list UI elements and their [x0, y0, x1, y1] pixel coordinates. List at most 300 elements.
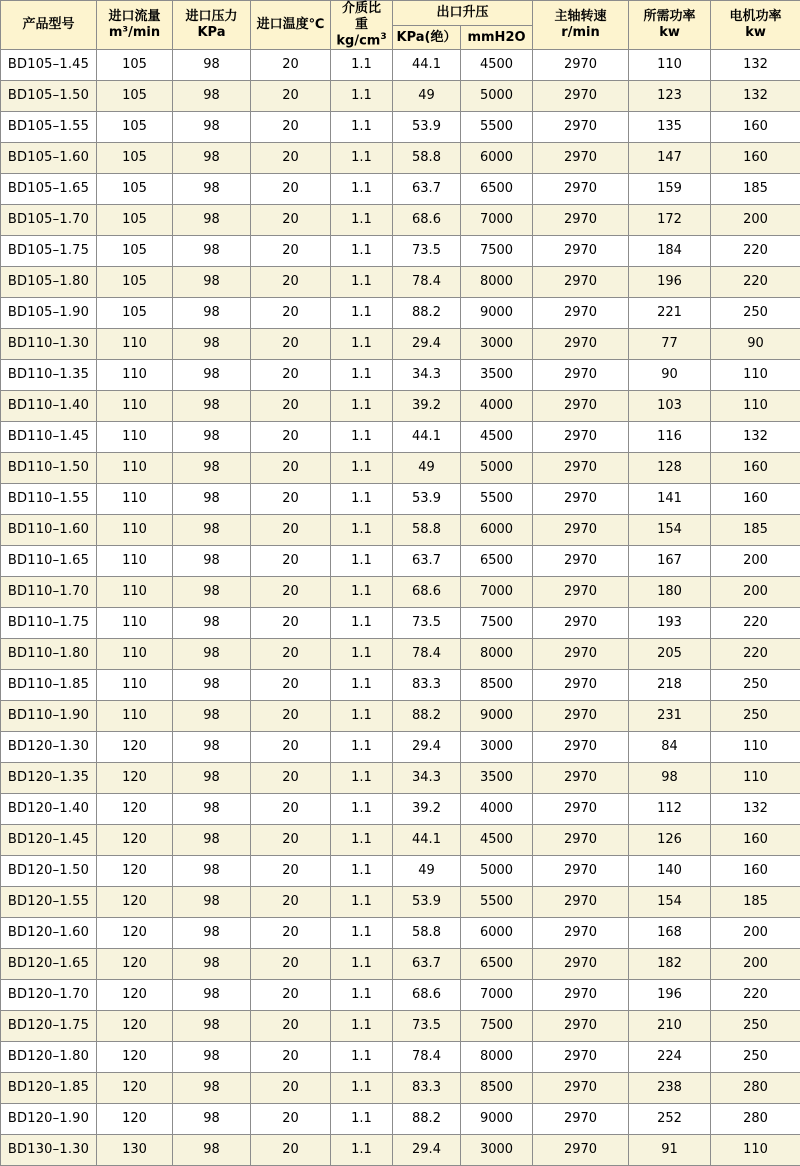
- header-shaft-speed-unit: r/min: [533, 25, 628, 41]
- cell-inlet-temperature: 20: [251, 1073, 331, 1104]
- cell-inlet-pressure: 98: [173, 577, 251, 608]
- cell-outlet-kpa: 83.3: [393, 1073, 461, 1104]
- cell-inlet-pressure: 98: [173, 50, 251, 81]
- cell-motor-power: 280: [711, 1104, 800, 1135]
- cell-required-power: 167: [629, 546, 711, 577]
- cell-inlet-flow: 110: [97, 360, 173, 391]
- cell-required-power: 159: [629, 174, 711, 205]
- cell-inlet-temperature: 20: [251, 918, 331, 949]
- header-required-power: [629, 1, 711, 50]
- cell-outlet-kpa: 78.4: [393, 267, 461, 298]
- cell-outlet-kpa: 73.5: [393, 608, 461, 639]
- cell-outlet-mmh2o: 5500: [461, 112, 533, 143]
- cell-required-power: 224: [629, 1042, 711, 1073]
- cell-motor-power: 250: [711, 298, 800, 329]
- cell-model: BD110–1.50: [1, 453, 97, 484]
- cell-medium-ratio: 1.1: [331, 236, 393, 267]
- cell-medium-ratio: 1.1: [331, 360, 393, 391]
- table-row: [1, 794, 800, 825]
- cell-inlet-flow: 120: [97, 856, 173, 887]
- cell-medium-ratio: 1.1: [331, 453, 393, 484]
- cell-outlet-mmh2o: 9000: [461, 701, 533, 732]
- cell-model: BD110–1.90: [1, 701, 97, 732]
- header-row-primary: [1, 1, 800, 26]
- table-row: [1, 856, 800, 887]
- table-row: [1, 267, 800, 298]
- cell-inlet-temperature: 20: [251, 1104, 331, 1135]
- cell-outlet-mmh2o: 4000: [461, 391, 533, 422]
- cell-inlet-pressure: 98: [173, 887, 251, 918]
- cell-inlet-pressure: 98: [173, 453, 251, 484]
- cell-inlet-temperature: 20: [251, 50, 331, 81]
- header-shaft-speed: [533, 1, 629, 50]
- cell-medium-ratio: 1.1: [331, 608, 393, 639]
- cell-inlet-flow: 110: [97, 701, 173, 732]
- cell-outlet-kpa: 53.9: [393, 484, 461, 515]
- cell-inlet-temperature: 20: [251, 670, 331, 701]
- cell-outlet-mmh2o: 5500: [461, 887, 533, 918]
- cell-outlet-kpa: 49: [393, 453, 461, 484]
- cell-outlet-mmh2o: 6000: [461, 143, 533, 174]
- cell-inlet-temperature: 20: [251, 1042, 331, 1073]
- cell-outlet-kpa: 53.9: [393, 887, 461, 918]
- cell-medium-ratio: 1.1: [331, 112, 393, 143]
- cell-shaft-speed: 2970: [533, 267, 629, 298]
- cell-inlet-pressure: 98: [173, 298, 251, 329]
- cell-shaft-speed: 2970: [533, 81, 629, 112]
- cell-outlet-mmh2o: 7500: [461, 608, 533, 639]
- cell-required-power: 110: [629, 50, 711, 81]
- cell-inlet-temperature: 20: [251, 329, 331, 360]
- cell-outlet-kpa: 34.3: [393, 360, 461, 391]
- cell-inlet-flow: 105: [97, 298, 173, 329]
- cell-inlet-flow: 110: [97, 484, 173, 515]
- cell-medium-ratio: 1.1: [331, 143, 393, 174]
- table-row: [1, 577, 800, 608]
- cell-shaft-speed: 2970: [533, 236, 629, 267]
- cell-model: BD105–1.90: [1, 298, 97, 329]
- cell-inlet-temperature: 20: [251, 887, 331, 918]
- cell-motor-power: 160: [711, 484, 800, 515]
- cell-motor-power: 160: [711, 112, 800, 143]
- cell-shaft-speed: 2970: [533, 1135, 629, 1166]
- table-row: [1, 1011, 800, 1042]
- cell-shaft-speed: 2970: [533, 391, 629, 422]
- cell-inlet-temperature: 20: [251, 81, 331, 112]
- table-row: [1, 1073, 800, 1104]
- cell-inlet-temperature: 20: [251, 763, 331, 794]
- cell-motor-power: 132: [711, 81, 800, 112]
- cell-medium-ratio: 1.1: [331, 1073, 393, 1104]
- cell-required-power: 128: [629, 453, 711, 484]
- cell-model: BD110–1.75: [1, 608, 97, 639]
- cell-inlet-pressure: 98: [173, 732, 251, 763]
- header-motor-power: [711, 1, 800, 50]
- cell-outlet-kpa: 63.7: [393, 546, 461, 577]
- cell-motor-power: 110: [711, 732, 800, 763]
- cell-inlet-pressure: 98: [173, 484, 251, 515]
- cell-model: BD105–1.65: [1, 174, 97, 205]
- cell-motor-power: 200: [711, 949, 800, 980]
- cell-model: BD120–1.65: [1, 949, 97, 980]
- cell-shaft-speed: 2970: [533, 577, 629, 608]
- cell-outlet-mmh2o: 7000: [461, 205, 533, 236]
- cell-inlet-flow: 105: [97, 112, 173, 143]
- cell-outlet-kpa: 68.6: [393, 205, 461, 236]
- cell-motor-power: 250: [711, 1011, 800, 1042]
- cell-model: BD105–1.70: [1, 205, 97, 236]
- table-row: [1, 670, 800, 701]
- cell-inlet-pressure: 98: [173, 608, 251, 639]
- table-row: [1, 639, 800, 670]
- cell-inlet-temperature: 20: [251, 639, 331, 670]
- table-row: [1, 1104, 800, 1135]
- cell-inlet-pressure: 98: [173, 980, 251, 1011]
- cell-motor-power: 200: [711, 918, 800, 949]
- cell-inlet-flow: 110: [97, 670, 173, 701]
- cell-medium-ratio: 1.1: [331, 50, 393, 81]
- table-header: [1, 1, 800, 50]
- cell-inlet-pressure: 98: [173, 701, 251, 732]
- cell-required-power: 196: [629, 980, 711, 1011]
- cell-medium-ratio: 1.1: [331, 205, 393, 236]
- cell-medium-ratio: 1.1: [331, 267, 393, 298]
- cell-inlet-temperature: 20: [251, 856, 331, 887]
- cell-inlet-pressure: 98: [173, 329, 251, 360]
- cell-inlet-pressure: 98: [173, 205, 251, 236]
- header-medium-ratio-unit-text: 重kg/cm: [336, 17, 380, 49]
- header-model: 产品型号: [1, 1, 97, 50]
- cell-inlet-pressure: 98: [173, 546, 251, 577]
- cell-motor-power: 200: [711, 577, 800, 608]
- cell-motor-power: 160: [711, 825, 800, 856]
- table-row: [1, 174, 800, 205]
- cell-required-power: 231: [629, 701, 711, 732]
- cell-outlet-mmh2o: 9000: [461, 298, 533, 329]
- cell-outlet-mmh2o: 8000: [461, 1042, 533, 1073]
- cell-model: BD110–1.65: [1, 546, 97, 577]
- cell-inlet-temperature: 20: [251, 980, 331, 1011]
- table-row: [1, 143, 800, 174]
- cell-medium-ratio: 1.1: [331, 639, 393, 670]
- header-motor-power-label: 电机功率: [711, 9, 800, 25]
- cell-motor-power: 220: [711, 980, 800, 1011]
- header-medium-ratio: [331, 1, 393, 50]
- cell-required-power: 90: [629, 360, 711, 391]
- cell-medium-ratio: 1.1: [331, 298, 393, 329]
- header-inlet-flow: [97, 1, 173, 50]
- header-medium-ratio-unit-sup: 3: [380, 32, 386, 42]
- cell-inlet-temperature: 20: [251, 577, 331, 608]
- cell-outlet-mmh2o: 5000: [461, 856, 533, 887]
- cell-inlet-flow: 120: [97, 1104, 173, 1135]
- cell-inlet-flow: 105: [97, 205, 173, 236]
- cell-required-power: 147: [629, 143, 711, 174]
- table-row: [1, 453, 800, 484]
- cell-inlet-temperature: 20: [251, 1011, 331, 1042]
- cell-inlet-pressure: 98: [173, 236, 251, 267]
- cell-shaft-speed: 2970: [533, 825, 629, 856]
- header-shaft-speed-label: 主轴转速: [533, 9, 628, 25]
- cell-inlet-pressure: 98: [173, 391, 251, 422]
- table-row: [1, 81, 800, 112]
- cell-inlet-pressure: 98: [173, 143, 251, 174]
- cell-medium-ratio: 1.1: [331, 825, 393, 856]
- cell-inlet-flow: 105: [97, 174, 173, 205]
- cell-medium-ratio: 1.1: [331, 546, 393, 577]
- table-row: [1, 1042, 800, 1073]
- cell-outlet-kpa: 53.9: [393, 112, 461, 143]
- cell-outlet-kpa: 68.6: [393, 980, 461, 1011]
- cell-outlet-mmh2o: 3500: [461, 763, 533, 794]
- cell-inlet-flow: 120: [97, 1073, 173, 1104]
- cell-shaft-speed: 2970: [533, 329, 629, 360]
- cell-inlet-flow: 105: [97, 81, 173, 112]
- cell-required-power: 112: [629, 794, 711, 825]
- header-medium-ratio-unit: [331, 17, 392, 50]
- cell-outlet-kpa: 44.1: [393, 422, 461, 453]
- cell-model: BD110–1.80: [1, 639, 97, 670]
- cell-required-power: 103: [629, 391, 711, 422]
- cell-inlet-flow: 120: [97, 825, 173, 856]
- cell-inlet-temperature: 20: [251, 608, 331, 639]
- cell-inlet-flow: 110: [97, 391, 173, 422]
- cell-medium-ratio: 1.1: [331, 422, 393, 453]
- header-inlet-pressure: [173, 1, 251, 50]
- table-row: [1, 422, 800, 453]
- cell-required-power: 123: [629, 81, 711, 112]
- cell-required-power: 154: [629, 515, 711, 546]
- cell-outlet-mmh2o: 6000: [461, 515, 533, 546]
- cell-inlet-pressure: 98: [173, 174, 251, 205]
- cell-model: BD120–1.30: [1, 732, 97, 763]
- cell-outlet-kpa: 49: [393, 81, 461, 112]
- table-row: [1, 360, 800, 391]
- cell-required-power: 98: [629, 763, 711, 794]
- cell-shaft-speed: 2970: [533, 112, 629, 143]
- cell-outlet-mmh2o: 6500: [461, 174, 533, 205]
- cell-outlet-kpa: 49: [393, 856, 461, 887]
- cell-required-power: 180: [629, 577, 711, 608]
- cell-medium-ratio: 1.1: [331, 484, 393, 515]
- cell-motor-power: 220: [711, 639, 800, 670]
- cell-outlet-mmh2o: 6000: [461, 918, 533, 949]
- cell-model: BD110–1.40: [1, 391, 97, 422]
- cell-inlet-flow: 105: [97, 50, 173, 81]
- cell-outlet-kpa: 78.4: [393, 1042, 461, 1073]
- cell-outlet-kpa: 58.8: [393, 918, 461, 949]
- cell-outlet-kpa: 44.1: [393, 50, 461, 81]
- cell-medium-ratio: 1.1: [331, 949, 393, 980]
- cell-required-power: 77: [629, 329, 711, 360]
- cell-inlet-pressure: 98: [173, 1011, 251, 1042]
- cell-model: BD105–1.50: [1, 81, 97, 112]
- cell-model: BD105–1.45: [1, 50, 97, 81]
- table-row: [1, 205, 800, 236]
- cell-outlet-mmh2o: 7000: [461, 980, 533, 1011]
- cell-outlet-kpa: 83.3: [393, 670, 461, 701]
- table-row: [1, 1135, 800, 1166]
- cell-outlet-kpa: 88.2: [393, 1104, 461, 1135]
- cell-outlet-mmh2o: 8000: [461, 639, 533, 670]
- cell-motor-power: 110: [711, 763, 800, 794]
- cell-motor-power: 132: [711, 794, 800, 825]
- cell-inlet-temperature: 20: [251, 422, 331, 453]
- cell-required-power: 126: [629, 825, 711, 856]
- cell-inlet-pressure: 98: [173, 1073, 251, 1104]
- cell-shaft-speed: 2970: [533, 50, 629, 81]
- cell-shaft-speed: 2970: [533, 856, 629, 887]
- cell-inlet-pressure: 98: [173, 422, 251, 453]
- cell-medium-ratio: 1.1: [331, 391, 393, 422]
- cell-required-power: 84: [629, 732, 711, 763]
- cell-inlet-temperature: 20: [251, 794, 331, 825]
- cell-shaft-speed: 2970: [533, 670, 629, 701]
- cell-outlet-mmh2o: 4500: [461, 825, 533, 856]
- cell-motor-power: 200: [711, 205, 800, 236]
- table-row: [1, 515, 800, 546]
- cell-inlet-flow: 120: [97, 918, 173, 949]
- cell-outlet-mmh2o: 6500: [461, 546, 533, 577]
- cell-motor-power: 110: [711, 360, 800, 391]
- cell-outlet-mmh2o: 7500: [461, 236, 533, 267]
- cell-model: BD120–1.60: [1, 918, 97, 949]
- cell-inlet-pressure: 98: [173, 763, 251, 794]
- cell-inlet-pressure: 98: [173, 1104, 251, 1135]
- cell-outlet-kpa: 88.2: [393, 298, 461, 329]
- cell-motor-power: 200: [711, 546, 800, 577]
- cell-outlet-kpa: 34.3: [393, 763, 461, 794]
- cell-inlet-temperature: 20: [251, 112, 331, 143]
- cell-outlet-kpa: 58.8: [393, 515, 461, 546]
- cell-required-power: 91: [629, 1135, 711, 1166]
- cell-motor-power: 90: [711, 329, 800, 360]
- cell-motor-power: 185: [711, 887, 800, 918]
- cell-motor-power: 110: [711, 391, 800, 422]
- cell-inlet-temperature: 20: [251, 732, 331, 763]
- header-inlet-pressure-label: 进口压力: [173, 9, 250, 25]
- cell-outlet-mmh2o: 3000: [461, 732, 533, 763]
- table-row: [1, 50, 800, 81]
- cell-inlet-pressure: 98: [173, 856, 251, 887]
- cell-required-power: 205: [629, 639, 711, 670]
- cell-model: BD105–1.55: [1, 112, 97, 143]
- cell-shaft-speed: 2970: [533, 732, 629, 763]
- cell-outlet-mmh2o: 4000: [461, 794, 533, 825]
- cell-shaft-speed: 2970: [533, 1042, 629, 1073]
- cell-outlet-kpa: 63.7: [393, 174, 461, 205]
- header-required-power-unit: kw: [629, 25, 710, 41]
- cell-inlet-temperature: 20: [251, 546, 331, 577]
- cell-model: BD110–1.70: [1, 577, 97, 608]
- cell-inlet-pressure: 98: [173, 1135, 251, 1166]
- cell-inlet-flow: 110: [97, 453, 173, 484]
- cell-outlet-mmh2o: 8000: [461, 267, 533, 298]
- cell-inlet-flow: 120: [97, 1011, 173, 1042]
- cell-inlet-flow: 110: [97, 546, 173, 577]
- cell-medium-ratio: 1.1: [331, 887, 393, 918]
- cell-inlet-temperature: 20: [251, 1135, 331, 1166]
- table-row: [1, 236, 800, 267]
- cell-inlet-temperature: 20: [251, 298, 331, 329]
- cell-shaft-speed: 2970: [533, 360, 629, 391]
- cell-model: BD120–1.85: [1, 1073, 97, 1104]
- cell-inlet-pressure: 98: [173, 639, 251, 670]
- cell-required-power: 193: [629, 608, 711, 639]
- cell-motor-power: 250: [711, 670, 800, 701]
- cell-required-power: 168: [629, 918, 711, 949]
- cell-required-power: 210: [629, 1011, 711, 1042]
- cell-shaft-speed: 2970: [533, 515, 629, 546]
- cell-required-power: 221: [629, 298, 711, 329]
- cell-inlet-pressure: 98: [173, 360, 251, 391]
- cell-inlet-flow: 110: [97, 577, 173, 608]
- cell-shaft-speed: 2970: [533, 546, 629, 577]
- table-row: [1, 949, 800, 980]
- cell-required-power: 140: [629, 856, 711, 887]
- cell-medium-ratio: 1.1: [331, 670, 393, 701]
- cell-outlet-kpa: 73.5: [393, 1011, 461, 1042]
- cell-model: BD120–1.70: [1, 980, 97, 1011]
- cell-outlet-mmh2o: 6500: [461, 949, 533, 980]
- cell-model: BD110–1.35: [1, 360, 97, 391]
- cell-outlet-mmh2o: 8500: [461, 670, 533, 701]
- cell-shaft-speed: 2970: [533, 794, 629, 825]
- cell-shaft-speed: 2970: [533, 298, 629, 329]
- cell-model: BD105–1.60: [1, 143, 97, 174]
- cell-inlet-flow: 120: [97, 794, 173, 825]
- cell-outlet-mmh2o: 3000: [461, 329, 533, 360]
- cell-motor-power: 132: [711, 50, 800, 81]
- cell-medium-ratio: 1.1: [331, 763, 393, 794]
- table-row: [1, 825, 800, 856]
- table-row: [1, 887, 800, 918]
- cell-shaft-speed: 2970: [533, 949, 629, 980]
- cell-outlet-kpa: 63.7: [393, 949, 461, 980]
- cell-medium-ratio: 1.1: [331, 81, 393, 112]
- cell-inlet-temperature: 20: [251, 825, 331, 856]
- cell-outlet-kpa: 29.4: [393, 1135, 461, 1166]
- cell-model: BD110–1.30: [1, 329, 97, 360]
- cell-model: BD120–1.40: [1, 794, 97, 825]
- cell-outlet-mmh2o: 9000: [461, 1104, 533, 1135]
- cell-inlet-temperature: 20: [251, 174, 331, 205]
- cell-inlet-pressure: 98: [173, 918, 251, 949]
- cell-inlet-temperature: 20: [251, 205, 331, 236]
- table-row: [1, 608, 800, 639]
- cell-shaft-speed: 2970: [533, 608, 629, 639]
- header-inlet-temperature: 进口温度℃: [251, 1, 331, 50]
- cell-medium-ratio: 1.1: [331, 515, 393, 546]
- cell-model: BD120–1.90: [1, 1104, 97, 1135]
- cell-outlet-kpa: 88.2: [393, 701, 461, 732]
- cell-shaft-speed: 2970: [533, 1073, 629, 1104]
- cell-outlet-mmh2o: 7500: [461, 1011, 533, 1042]
- cell-motor-power: 220: [711, 267, 800, 298]
- cell-inlet-pressure: 98: [173, 267, 251, 298]
- header-outlet-boost: 出口升压: [393, 1, 533, 26]
- cell-inlet-temperature: 20: [251, 360, 331, 391]
- cell-inlet-pressure: 98: [173, 112, 251, 143]
- cell-inlet-temperature: 20: [251, 391, 331, 422]
- cell-inlet-flow: 130: [97, 1135, 173, 1166]
- cell-motor-power: 250: [711, 1042, 800, 1073]
- cell-medium-ratio: 1.1: [331, 174, 393, 205]
- header-medium-ratio-label: 介质比: [331, 1, 392, 17]
- table-row: [1, 112, 800, 143]
- cell-required-power: 172: [629, 205, 711, 236]
- cell-medium-ratio: 1.1: [331, 980, 393, 1011]
